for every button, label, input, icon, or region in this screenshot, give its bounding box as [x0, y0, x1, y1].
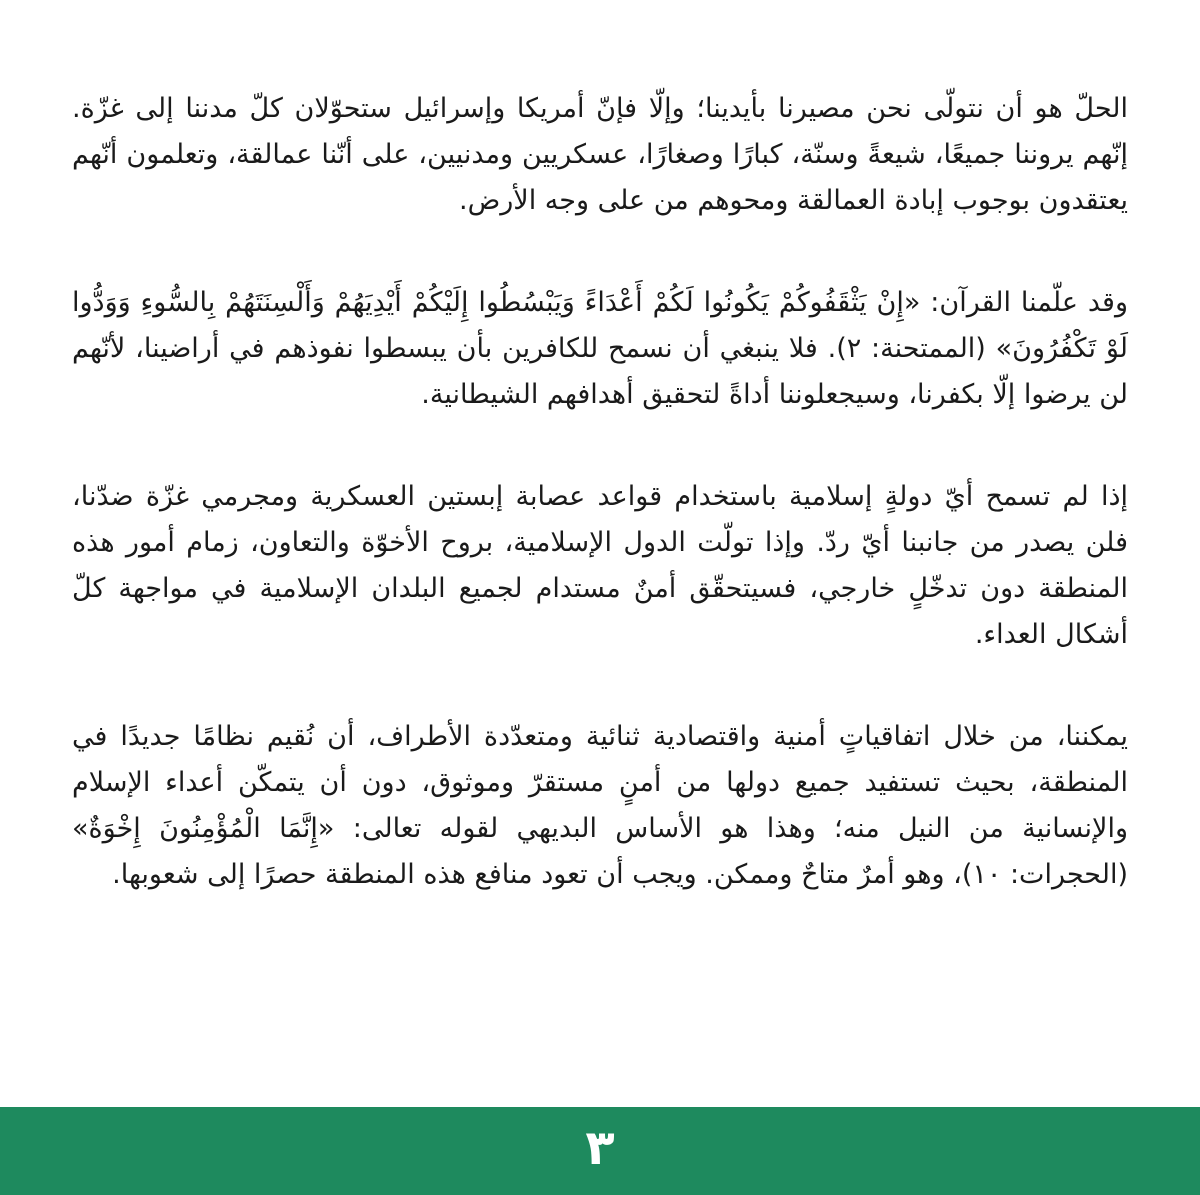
- paragraph-3: إذا لم تسمح أيّ دولةٍ إسلامية باستخدام قواعد عصابة إبستين العسكرية ومجرمي غزّة ضدّنا، فلن يصدر من جانبنا أيّ ردّ. وإذا تولّت الدول الإسلامية، بروح الأخوّة والتعاون، زمام أمور هذه المنطقة دون تدخّلٍ خارجي، فسيتحقّق أمنٌ مستدام لجميع البلدان الإسلامية في مواجهة كلّ أشكال العداء.: [72, 481, 1128, 650]
- page-number: ٣: [585, 1120, 615, 1176]
- footer-bar: [0, 1107, 1200, 1195]
- page-body: [72, 86, 1128, 954]
- paragraph-4: يمكننا، من خلال اتفاقياتٍ أمنية واقتصادية ثنائية ومتعدّدة الأطراف، أن نُقيم نظامًا جديدًا في المنطقة، بحيث تستفيد جميع دولها من أمنٍ مستقرّ وموثوق، دون أن يتمكّن أعداء الإسلام والإنسانية من النيل منه؛ وهذا هو الأساس البديهي لقوله تعالى: «إِنَّمَا الْمُؤْمِنُونَ إِخْوَةٌ» (الحجرات: ١٠)، وهو أمرٌ متاحٌ وممكن. ويجب أن تعود منافع هذه المنطقة حصرًا إلى شعوبها.: [72, 721, 1128, 890]
- paragraph-2: وقد علّمنا القرآن: «إِنْ يَثْقَفُوكُمْ يَكُونُوا لَكُمْ أَعْدَاءً وَيَبْسُطُوا إِلَيْكُمْ أَيْدِيَهُمْ وَأَلْسِنَتَهُمْ بِالسُّوءِ وَوَدُّوا لَوْ تَكْفُرُونَ» (الممتحنة: ٢). فلا ينبغي أن نسمح للكافرين بأن يبسطوا نفوذهم في أراضينا، لأنّهم لن يرضوا إلّا بكفرنا، وسيجعلوننا أداةً لتحقيق أهدافهم الشيطانية.: [72, 287, 1128, 410]
- paragraph-1: الحلّ هو أن نتولّى نحن مصيرنا بأيدينا؛ وإلّا فإنّ أمريكا وإسرائيل ستحوّلان كلّ مدننا إلى غزّة. إنّهم يروننا جميعًا، شيعةً وسنّة، كبارًا وصغارًا، عسكريين ومدنيين، على أنّنا عمالقة، وتعلمون أنّهم يعتقدون بوجوب إبادة العمالقة ومحوهم من على وجه الأرض.: [72, 93, 1128, 216]
